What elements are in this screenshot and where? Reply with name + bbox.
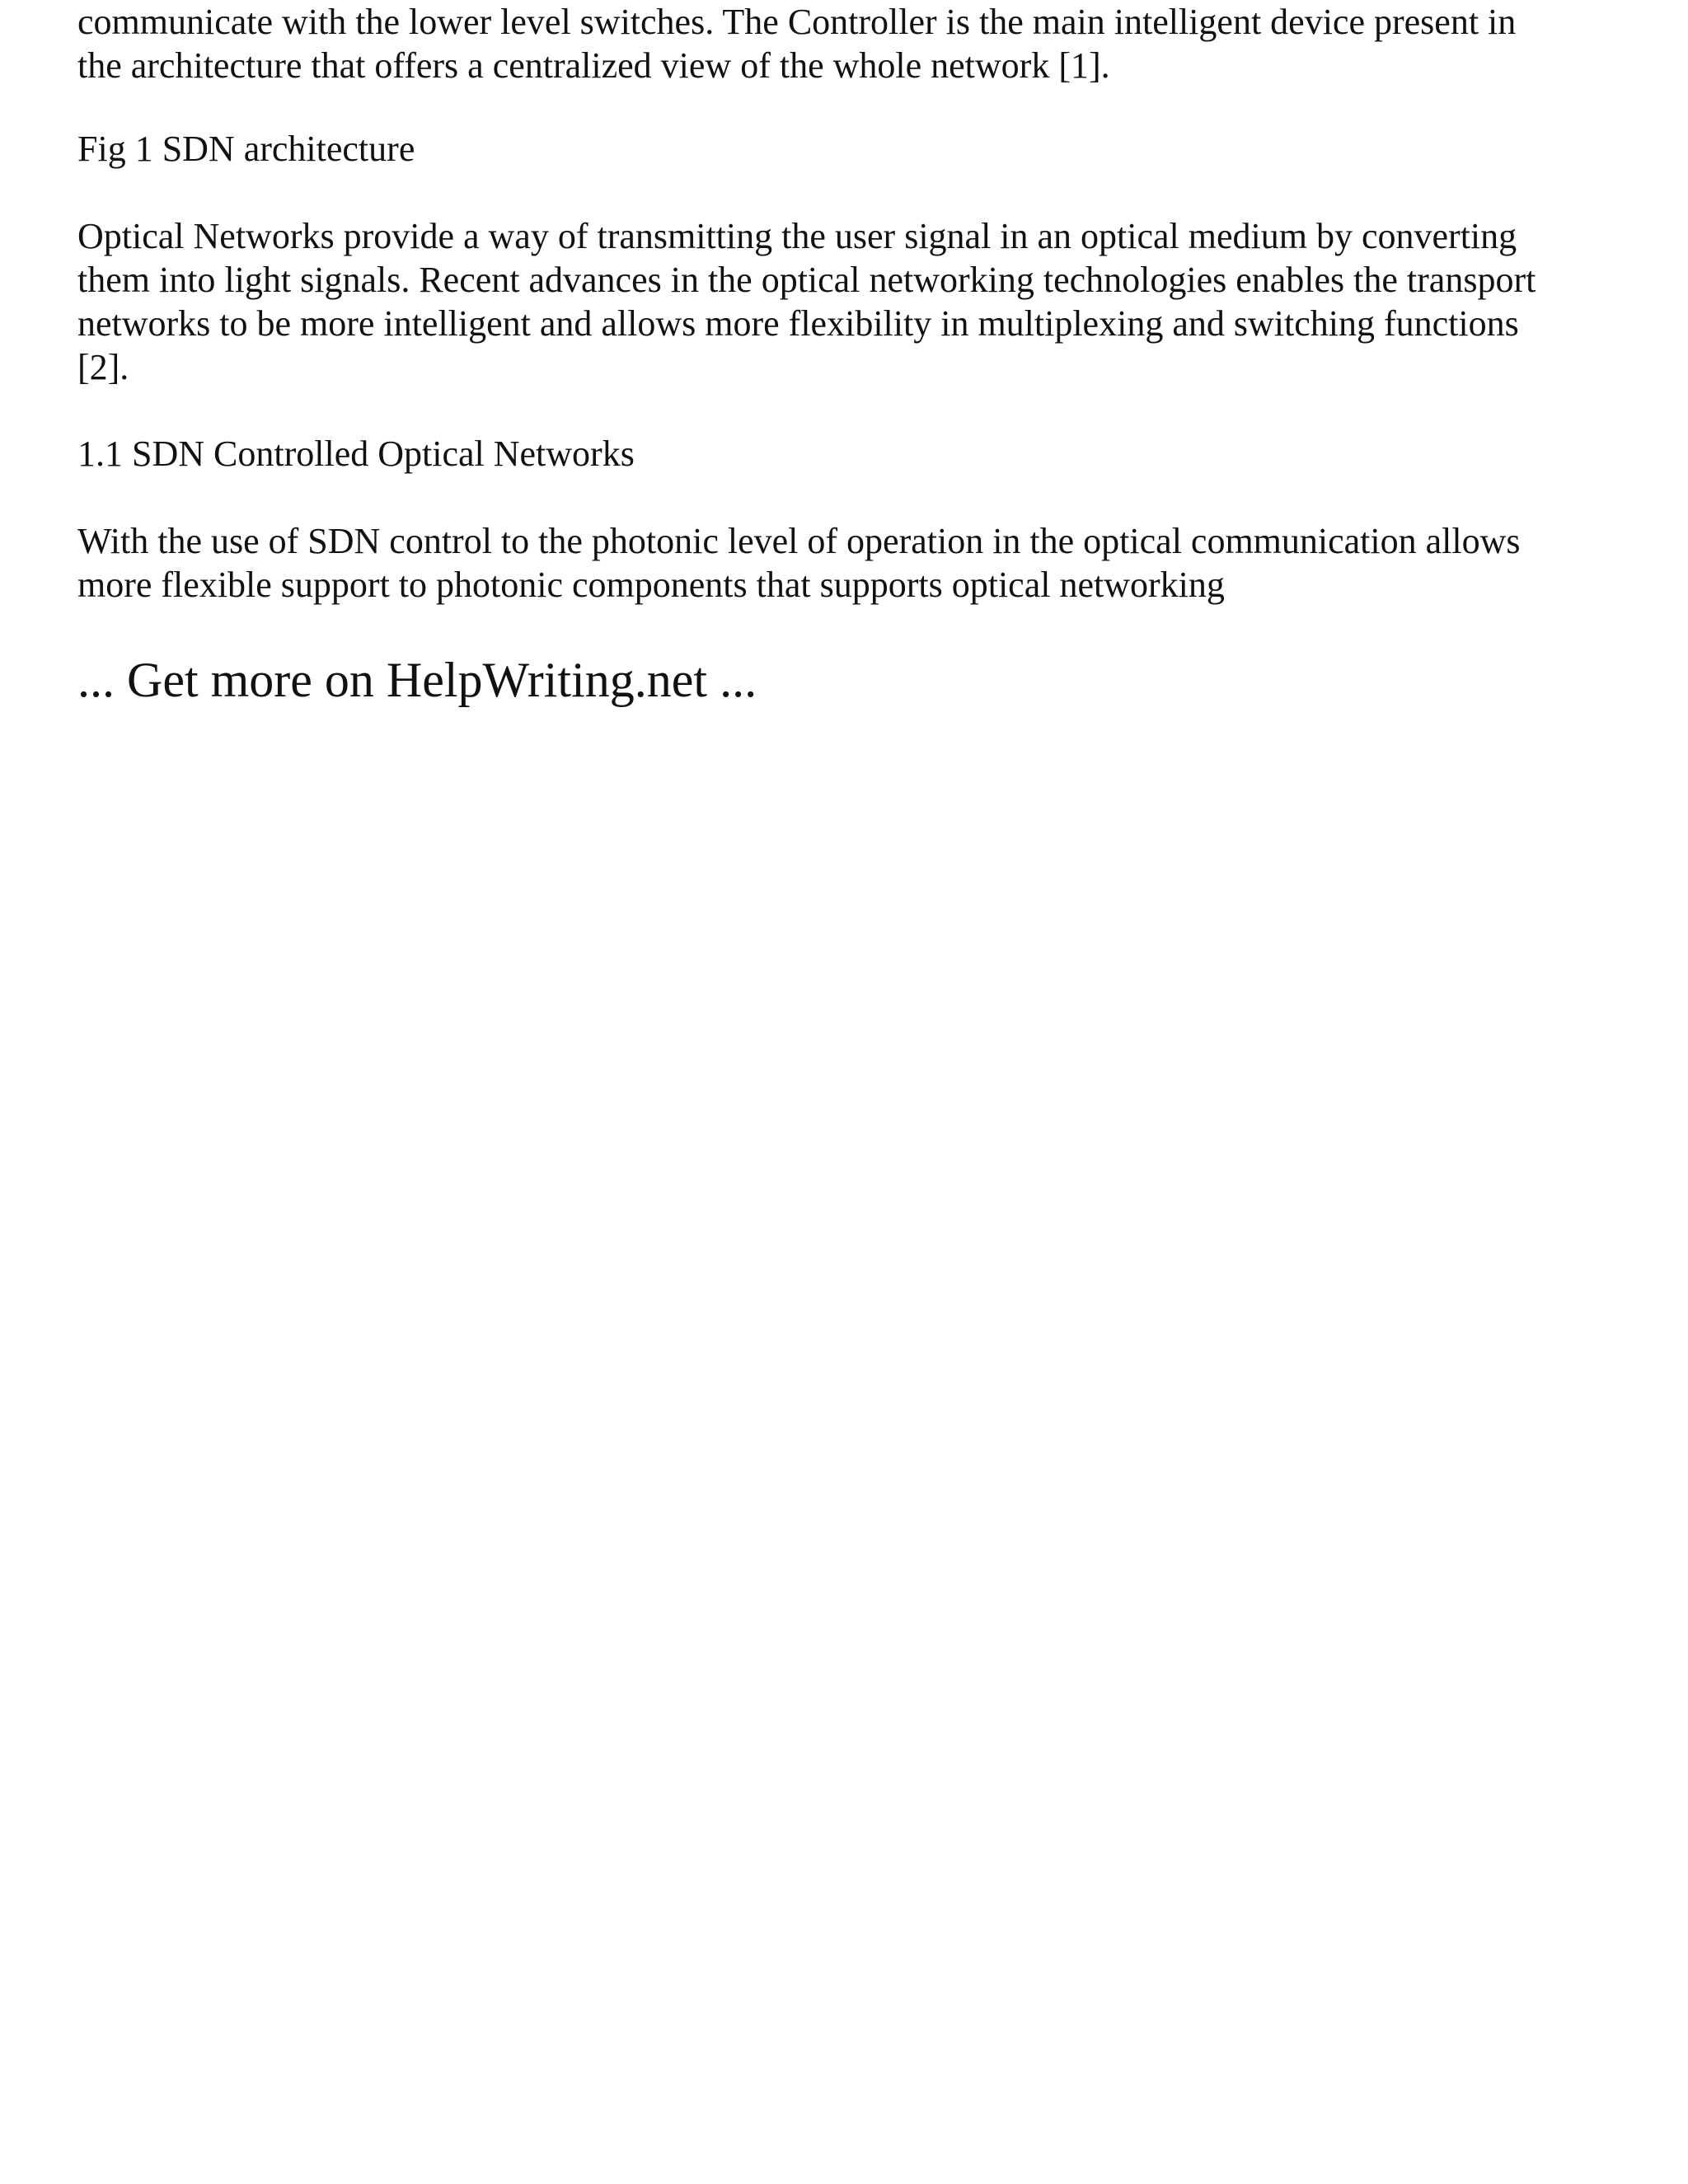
text-line: networks to be more intelligent and allows more flexibility in multiplexing and switching functions — [77, 303, 1519, 344]
paragraph-optical-networks — [77, 214, 1536, 389]
get-more-link[interactable]: ... Get more on HelpWriting.net ... — [77, 653, 757, 707]
text-line: the architecture that offers a centralized view of the whole network [1]. — [77, 45, 1110, 86]
paragraph-intro — [77, 0, 1516, 87]
paragraph-sdn-control — [77, 519, 1521, 607]
text-line: more flexible support to photonic components that supports optical networking — [77, 565, 1225, 605]
text-line: With the use of SDN control to the photonic level of operation in the optical communication allows — [77, 521, 1521, 561]
section-heading: 1.1 SDN Controlled Optical Networks — [77, 434, 635, 474]
figure-caption: Fig 1 SDN architecture — [77, 129, 415, 169]
text-line: them into light signals. Recent advances in the optical networking technologies enables the transport — [77, 260, 1536, 300]
text-line: Optical Networks provide a way of transmitting the user signal in an optical medium by converting — [77, 216, 1517, 256]
text-line: communicate with the lower level switches. The Controller is the main intelligent device present in — [77, 2, 1517, 42]
text-line: [2]. — [77, 347, 129, 387]
